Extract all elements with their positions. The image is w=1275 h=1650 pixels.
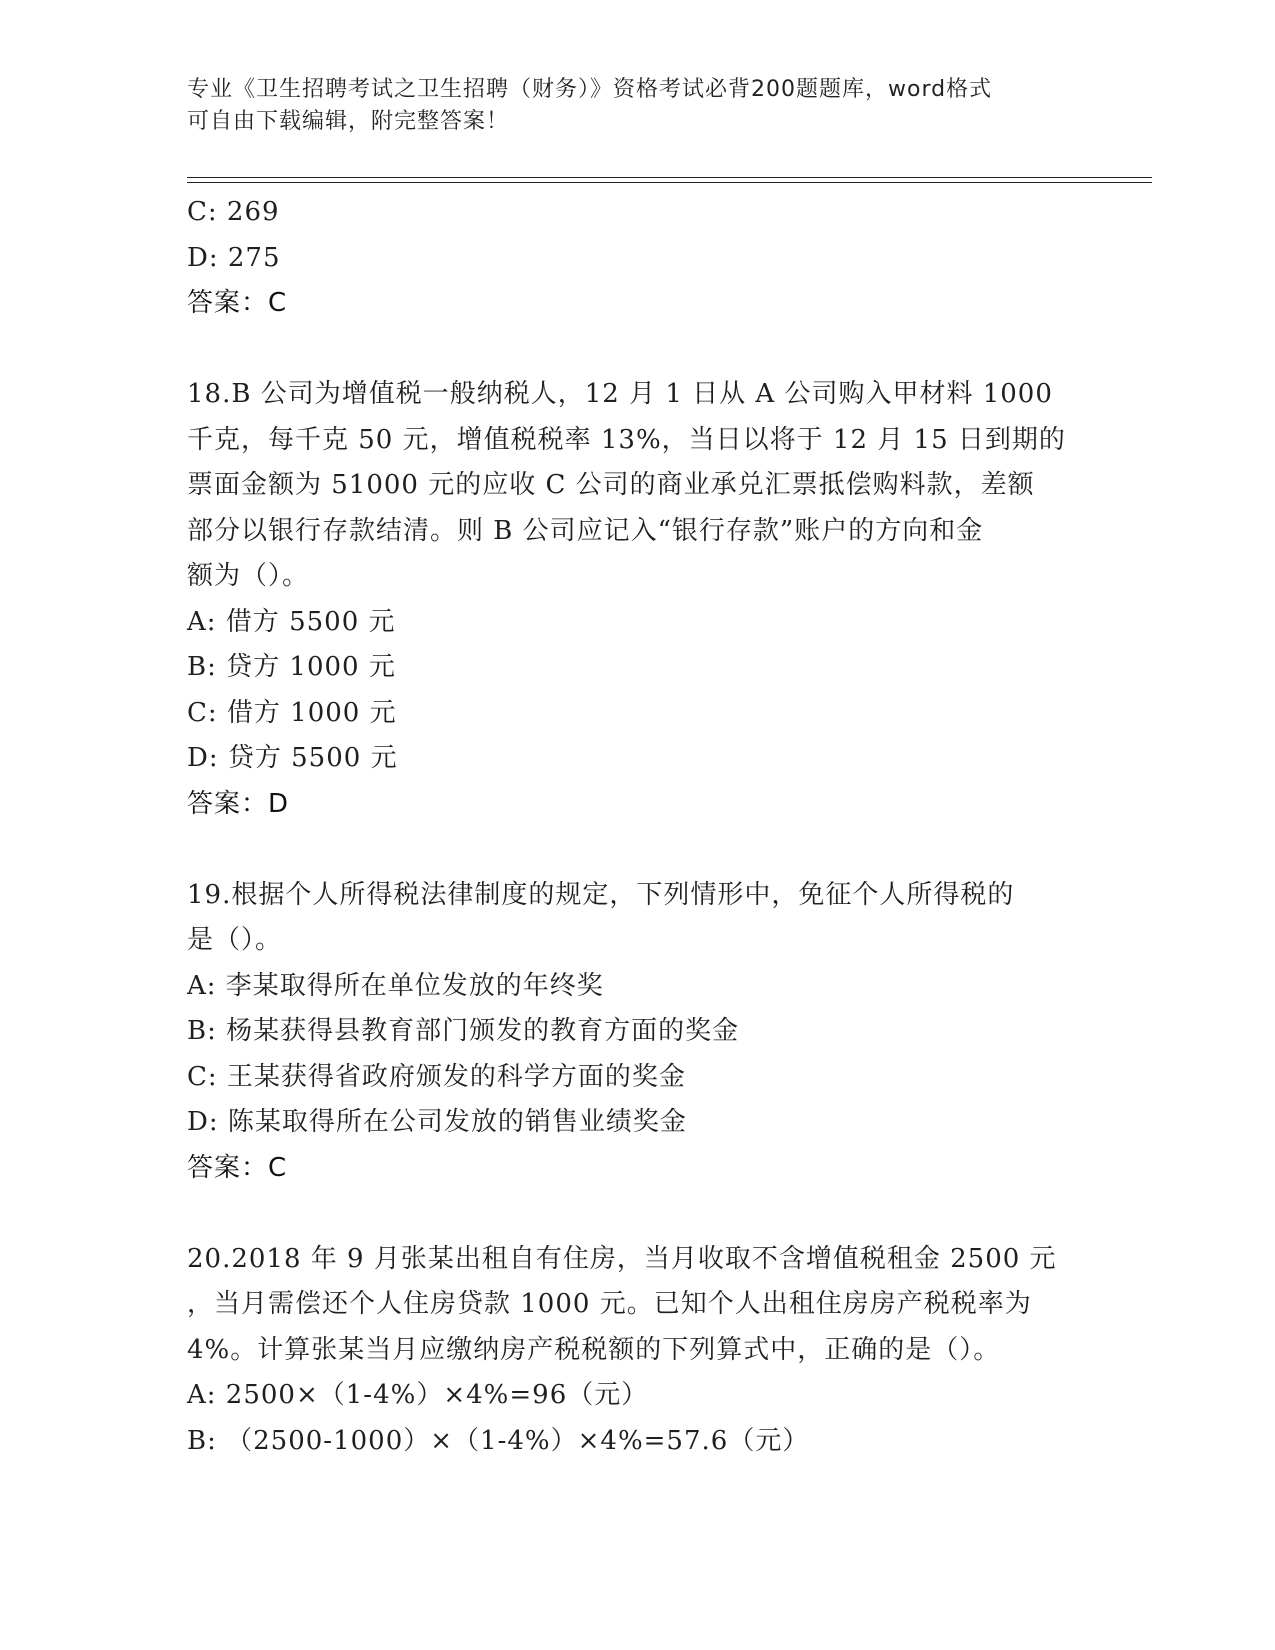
question-content — [187, 190, 1087, 1464]
question-stem-line: 是（）。 — [187, 925, 283, 955]
option-b: B: （2500-1000）×（1-4%）×4%=57.6（元） — [187, 1425, 810, 1456]
question-20 — [187, 1237, 1087, 1465]
option-c: C: 王某获得省政府颁发的科学方面的奖金 — [187, 1061, 686, 1092]
option-c: C: 269 — [187, 197, 280, 227]
option-b: B: 贷方 1000 元 — [187, 652, 396, 682]
option-d: D: 陈某取得所在公司发放的销售业绩奖金 — [187, 1107, 687, 1137]
option-d: D: 贷方 5500 元 — [187, 743, 398, 773]
question-18 — [187, 372, 1087, 827]
option-d: D: 275 — [187, 242, 281, 273]
answer-line: 答案：D — [187, 788, 290, 819]
document-header — [187, 74, 1067, 138]
question-stem-line: 票面金额为 51000 元的应收 C 公司的商业承兑汇票抵偿购料款，差额 — [187, 470, 1035, 500]
question-19 — [187, 873, 1087, 1192]
option-a: A: 借方 5500 元 — [187, 606, 396, 637]
question-stem-line: ，当月需偿还个人住房贷款 1000 元。已知个人出租住房房产税税率为 — [187, 1289, 1032, 1319]
option-c: C: 借方 1000 元 — [187, 697, 397, 728]
header-divider-top — [187, 177, 1152, 178]
question-stem-line: 部分以银行存款结清。则 B 公司应记入“银行存款”账户的方向和金 — [187, 515, 984, 546]
question-stem-line: 额为（）。 — [187, 561, 310, 591]
spacer — [187, 327, 1087, 373]
spacer — [187, 1191, 1087, 1237]
question-stem-line: 千克，每千克 50 元，增值税税率 13%，当日以将于 12 月 15 日到期的 — [187, 424, 1066, 455]
header-title-line-2: 可自由下载编辑，附完整答案！ — [187, 109, 510, 134]
question-stem-line: 4%。计算张某当月应缴纳房产税税额的下列算式中，正确的是（）。 — [187, 1334, 1001, 1365]
question-stem-line: 18.B 公司为增值税一般纳税人，12 月 1 日从 A 公司购入甲材料 1000 — [187, 379, 1053, 409]
question-17-tail — [187, 190, 1087, 327]
answer-line: 答案：C — [187, 288, 288, 318]
answer-line: 答案：C — [187, 1152, 288, 1183]
header-divider-bottom — [187, 182, 1152, 183]
header-title-line-1: 专业《卫生招聘考试之卫生招聘（财务）》资格考试必背200题题库，word格式 — [187, 77, 993, 102]
option-a: A: 2500×（1-4%）×4%=96（元） — [187, 1380, 649, 1410]
spacer — [187, 827, 1087, 873]
option-b: B: 杨某获得县教育部门颁发的教育方面的奖金 — [187, 1016, 740, 1046]
question-stem-line: 19.根据个人所得税法律制度的规定，下列情形中，免征个人所得税的 — [187, 879, 1015, 910]
question-stem-line: 20.2018 年 9 月张某出租自有住房，当月收取不含增值税租金 2500 元 — [187, 1243, 1057, 1274]
option-a: A: 李某取得所在单位发放的年终奖 — [187, 970, 604, 1001]
